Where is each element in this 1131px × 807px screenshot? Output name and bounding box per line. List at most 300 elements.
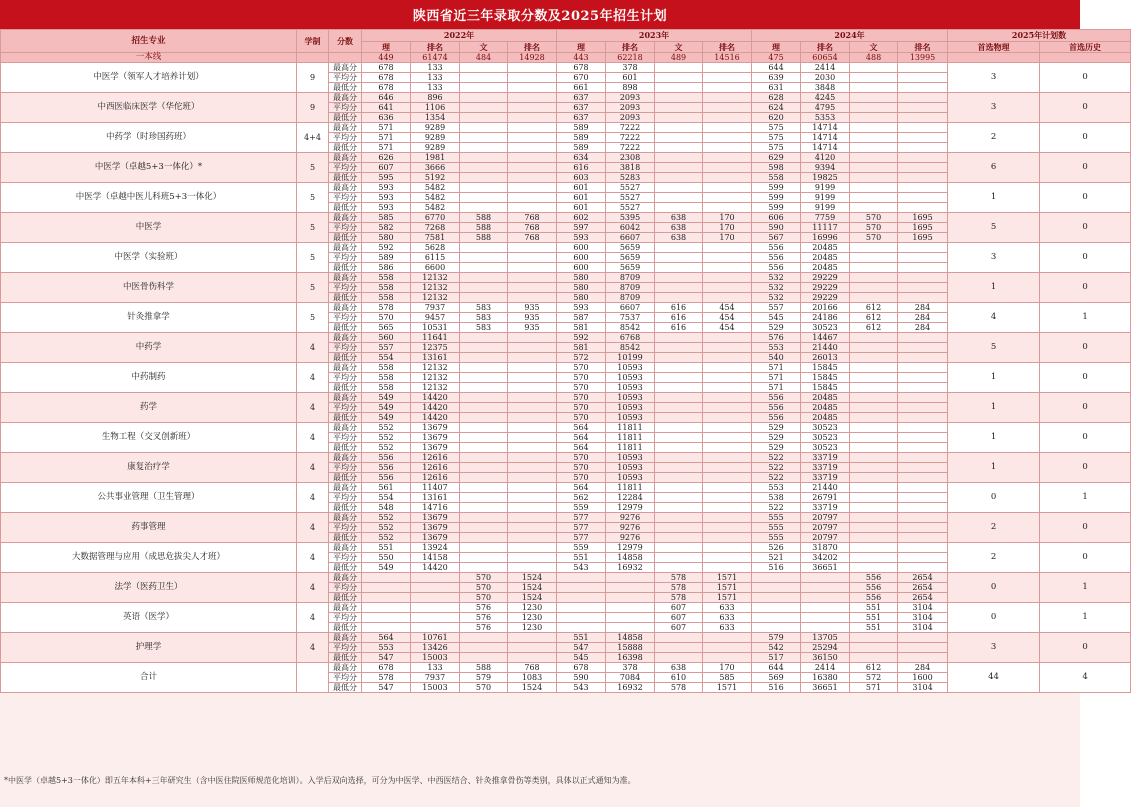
rank-cell: 15003 bbox=[411, 683, 460, 693]
baseline-row bbox=[1, 53, 1131, 63]
score-cell: 578 bbox=[655, 573, 703, 583]
score-cell: 556 bbox=[850, 573, 898, 583]
rank-cell: 33719 bbox=[801, 463, 850, 473]
score-cell: 547 bbox=[362, 653, 411, 663]
rank-cell bbox=[898, 443, 948, 453]
score-cell bbox=[850, 393, 898, 403]
score-cell bbox=[655, 153, 703, 163]
rank-cell bbox=[508, 183, 557, 193]
rank-cell bbox=[898, 553, 948, 563]
rank-cell: 10761 bbox=[411, 633, 460, 643]
baseline-value: 475 bbox=[752, 53, 801, 63]
score-cell bbox=[850, 653, 898, 663]
rank-cell: 14420 bbox=[411, 403, 460, 413]
score-cell: 521 bbox=[752, 553, 801, 563]
rank-cell: 768 bbox=[508, 223, 557, 233]
rank-cell bbox=[508, 463, 557, 473]
score-cell: 580 bbox=[362, 233, 411, 243]
rank-cell: 16380 bbox=[801, 673, 850, 683]
score-cell bbox=[850, 563, 898, 573]
score-cell: 551 bbox=[850, 613, 898, 623]
rank-cell: 20485 bbox=[801, 403, 850, 413]
score-cell: 570 bbox=[460, 573, 508, 583]
table-row bbox=[1, 63, 1131, 73]
rank-cell: 5283 bbox=[606, 173, 655, 183]
plan-history: 0 bbox=[1040, 333, 1131, 363]
score-type-label: 平均分 bbox=[329, 253, 362, 263]
rank-cell: 13679 bbox=[411, 523, 460, 533]
score-cell: 554 bbox=[362, 493, 411, 503]
score-cell bbox=[655, 73, 703, 83]
score-cell: 589 bbox=[557, 123, 606, 133]
table-body bbox=[1, 53, 1131, 693]
plan-history: 0 bbox=[1040, 423, 1131, 453]
rank-cell: 14716 bbox=[411, 503, 460, 513]
rank-cell: 7581 bbox=[411, 233, 460, 243]
score-cell: 570 bbox=[850, 223, 898, 233]
score-cell: 616 bbox=[655, 303, 703, 313]
baseline-value: 14516 bbox=[703, 53, 752, 63]
rank-cell bbox=[703, 283, 752, 293]
rank-cell: 4795 bbox=[801, 103, 850, 113]
rank-cell: 9276 bbox=[606, 533, 655, 543]
rank-cell: 7759 bbox=[801, 213, 850, 223]
score-type-label: 最高分 bbox=[329, 603, 362, 613]
rank-cell: 21440 bbox=[801, 343, 850, 353]
rank-cell: 2030 bbox=[801, 73, 850, 83]
score-cell bbox=[460, 133, 508, 143]
major-duration: 4 bbox=[297, 543, 329, 573]
rank-cell: 36651 bbox=[801, 683, 850, 693]
score-type-label: 最高分 bbox=[329, 303, 362, 313]
score-type-label: 最低分 bbox=[329, 413, 362, 423]
rank-cell: 13679 bbox=[411, 513, 460, 523]
rank-cell bbox=[508, 423, 557, 433]
rank-cell: 5192 bbox=[411, 173, 460, 183]
rank-cell: 8709 bbox=[606, 293, 655, 303]
score-type-label: 平均分 bbox=[329, 133, 362, 143]
score-cell: 532 bbox=[752, 273, 801, 283]
rank-cell bbox=[801, 593, 850, 603]
score-cell: 603 bbox=[557, 173, 606, 183]
rank-cell bbox=[898, 113, 948, 123]
rank-cell: 14467 bbox=[801, 333, 850, 343]
rank-cell: 10593 bbox=[606, 403, 655, 413]
score-cell: 571 bbox=[362, 133, 411, 143]
score-cell bbox=[460, 183, 508, 193]
score-cell: 571 bbox=[362, 143, 411, 153]
rank-cell: 1106 bbox=[411, 103, 460, 113]
rank-cell: 16932 bbox=[606, 563, 655, 573]
score-type-label: 最高分 bbox=[329, 93, 362, 103]
major-name: 药事管理 bbox=[1, 513, 297, 543]
plan-history: 0 bbox=[1040, 273, 1131, 303]
score-cell: 628 bbox=[752, 93, 801, 103]
score-cell bbox=[460, 263, 508, 273]
score-cell: 522 bbox=[752, 463, 801, 473]
score-cell: 569 bbox=[752, 673, 801, 683]
score-cell: 552 bbox=[362, 443, 411, 453]
rank-cell: 935 bbox=[508, 303, 557, 313]
score-cell: 595 bbox=[362, 173, 411, 183]
rank-cell: 6768 bbox=[606, 333, 655, 343]
rank-cell bbox=[508, 563, 557, 573]
score-cell: 570 bbox=[557, 393, 606, 403]
score-cell bbox=[655, 513, 703, 523]
score-cell: 644 bbox=[752, 63, 801, 73]
score-cell bbox=[460, 113, 508, 123]
score-cell bbox=[460, 383, 508, 393]
score-cell: 549 bbox=[362, 393, 411, 403]
score-cell: 607 bbox=[655, 613, 703, 623]
rank-cell bbox=[411, 613, 460, 623]
major-name: 中药制药 bbox=[1, 363, 297, 393]
score-cell: 581 bbox=[557, 343, 606, 353]
rank-cell bbox=[898, 183, 948, 193]
score-type-label: 平均分 bbox=[329, 103, 362, 113]
score-table bbox=[0, 29, 1131, 693]
table-row bbox=[1, 393, 1131, 403]
rank-cell bbox=[508, 243, 557, 253]
rank-cell: 1695 bbox=[898, 233, 948, 243]
major-duration bbox=[297, 663, 329, 693]
score-cell bbox=[752, 613, 801, 623]
score-cell bbox=[850, 533, 898, 543]
header-year-2023: 2023年 bbox=[557, 30, 752, 42]
score-cell: 570 bbox=[557, 363, 606, 373]
rank-cell: 33719 bbox=[801, 503, 850, 513]
rank-cell: 2093 bbox=[606, 113, 655, 123]
rank-cell bbox=[606, 603, 655, 613]
rank-cell: 36150 bbox=[801, 653, 850, 663]
score-cell: 579 bbox=[752, 633, 801, 643]
score-type-label: 最低分 bbox=[329, 473, 362, 483]
rank-cell: 1571 bbox=[703, 683, 752, 693]
score-cell bbox=[655, 503, 703, 513]
rank-cell: 11811 bbox=[606, 423, 655, 433]
score-type-label: 平均分 bbox=[329, 523, 362, 533]
score-cell: 583 bbox=[460, 323, 508, 333]
rank-cell bbox=[508, 523, 557, 533]
major-duration: 9 bbox=[297, 93, 329, 123]
rank-cell bbox=[703, 173, 752, 183]
rank-cell bbox=[898, 193, 948, 203]
score-cell bbox=[850, 153, 898, 163]
score-cell bbox=[850, 443, 898, 453]
baseline-value: 484 bbox=[460, 53, 508, 63]
score-cell: 551 bbox=[850, 623, 898, 633]
rank-cell: 3104 bbox=[898, 613, 948, 623]
rank-cell bbox=[508, 103, 557, 113]
score-cell bbox=[655, 353, 703, 363]
rank-cell: 9289 bbox=[411, 143, 460, 153]
score-type-label: 平均分 bbox=[329, 283, 362, 293]
score-cell: 583 bbox=[460, 313, 508, 323]
rank-cell: 14714 bbox=[801, 133, 850, 143]
rank-cell bbox=[703, 333, 752, 343]
score-cell bbox=[655, 363, 703, 373]
score-type-label: 最低分 bbox=[329, 233, 362, 243]
score-type-label: 最低分 bbox=[329, 263, 362, 273]
rank-cell: 6042 bbox=[606, 223, 655, 233]
rank-cell bbox=[703, 463, 752, 473]
major-name: 中西医临床医学（华佗班） bbox=[1, 93, 297, 123]
score-cell bbox=[850, 383, 898, 393]
plan-physics: 1 bbox=[948, 273, 1040, 303]
score-cell bbox=[362, 613, 411, 623]
rank-cell bbox=[703, 383, 752, 393]
plan-physics: 44 bbox=[948, 663, 1040, 693]
score-cell bbox=[850, 483, 898, 493]
major-duration: 4 bbox=[297, 453, 329, 483]
rank-cell: 1600 bbox=[898, 673, 948, 683]
score-cell bbox=[850, 423, 898, 433]
rank-cell: 2093 bbox=[606, 103, 655, 113]
plan-history: 1 bbox=[1040, 603, 1131, 633]
rank-cell bbox=[508, 333, 557, 343]
major-duration: 5 bbox=[297, 303, 329, 333]
rank-cell: 6770 bbox=[411, 213, 460, 223]
score-cell: 553 bbox=[362, 643, 411, 653]
rank-cell bbox=[703, 633, 752, 643]
score-cell: 564 bbox=[362, 633, 411, 643]
rank-cell bbox=[508, 473, 557, 483]
rank-cell bbox=[703, 203, 752, 213]
score-cell bbox=[850, 243, 898, 253]
score-cell bbox=[850, 553, 898, 563]
score-cell: 570 bbox=[850, 213, 898, 223]
score-cell bbox=[850, 493, 898, 503]
rank-cell bbox=[508, 543, 557, 553]
header-plan-physics: 首选物理 bbox=[948, 42, 1040, 53]
rank-cell bbox=[606, 613, 655, 623]
plan-history: 0 bbox=[1040, 93, 1131, 123]
rank-cell bbox=[898, 283, 948, 293]
rank-cell: 15003 bbox=[411, 653, 460, 663]
score-type-label: 平均分 bbox=[329, 553, 362, 563]
rank-cell: 19825 bbox=[801, 173, 850, 183]
rank-cell bbox=[898, 563, 948, 573]
score-type-label: 最低分 bbox=[329, 533, 362, 543]
score-cell: 522 bbox=[752, 453, 801, 463]
rank-cell: 935 bbox=[508, 313, 557, 323]
rank-cell: 1524 bbox=[508, 683, 557, 693]
header-wen: 文 bbox=[850, 42, 898, 53]
score-cell bbox=[655, 343, 703, 353]
score-type-label: 最高分 bbox=[329, 423, 362, 433]
rank-cell: 5527 bbox=[606, 203, 655, 213]
score-cell bbox=[460, 643, 508, 653]
score-cell bbox=[850, 203, 898, 213]
major-duration: 4 bbox=[297, 573, 329, 603]
baseline-label: 一本线 bbox=[1, 53, 297, 63]
score-type-label: 最高分 bbox=[329, 213, 362, 223]
rank-cell: 7222 bbox=[606, 123, 655, 133]
rank-cell bbox=[703, 513, 752, 523]
baseline-value: 14928 bbox=[508, 53, 557, 63]
score-type-label: 最高分 bbox=[329, 663, 362, 673]
score-cell: 601 bbox=[557, 183, 606, 193]
score-cell bbox=[850, 333, 898, 343]
rank-cell bbox=[703, 533, 752, 543]
rank-cell: 768 bbox=[508, 213, 557, 223]
score-cell: 571 bbox=[850, 683, 898, 693]
baseline-value: 13995 bbox=[898, 53, 948, 63]
rank-cell bbox=[508, 533, 557, 543]
score-cell bbox=[460, 483, 508, 493]
plan-history: 1 bbox=[1040, 303, 1131, 333]
rank-cell bbox=[606, 593, 655, 603]
rank-cell: 20797 bbox=[801, 513, 850, 523]
header-plan-history: 首选历史 bbox=[1040, 42, 1131, 53]
rank-cell bbox=[801, 573, 850, 583]
rank-cell bbox=[898, 253, 948, 263]
rank-cell: 11811 bbox=[606, 483, 655, 493]
score-cell: 548 bbox=[362, 503, 411, 513]
score-cell bbox=[655, 113, 703, 123]
rank-cell: 601 bbox=[606, 73, 655, 83]
rank-cell: 14158 bbox=[411, 553, 460, 563]
baseline-value: 489 bbox=[655, 53, 703, 63]
score-cell bbox=[460, 513, 508, 523]
score-cell: 559 bbox=[557, 543, 606, 553]
footnote: *中医学（卓越5+3一体化）即五年本科+三年研究生（含中医住院医师规范化培训）。入学后双向选择，可分为中医学、中西医结合、针灸推拿骨伤等类别，具体以正式通知为准。 bbox=[4, 776, 636, 785]
score-cell: 556 bbox=[752, 403, 801, 413]
rank-cell: 20485 bbox=[801, 393, 850, 403]
rank-cell bbox=[898, 393, 948, 403]
score-cell: 593 bbox=[362, 193, 411, 203]
score-type-label: 平均分 bbox=[329, 223, 362, 233]
score-cell bbox=[655, 123, 703, 133]
rank-cell bbox=[898, 433, 948, 443]
score-cell: 575 bbox=[752, 143, 801, 153]
score-cell: 558 bbox=[362, 273, 411, 283]
score-type-label: 最高分 bbox=[329, 513, 362, 523]
score-cell bbox=[850, 103, 898, 113]
rank-cell bbox=[898, 103, 948, 113]
plan-history: 0 bbox=[1040, 453, 1131, 483]
rank-cell bbox=[703, 193, 752, 203]
rank-cell: 14714 bbox=[801, 143, 850, 153]
rank-cell bbox=[411, 603, 460, 613]
score-cell: 570 bbox=[850, 233, 898, 243]
rank-cell: 13161 bbox=[411, 493, 460, 503]
score-cell bbox=[850, 523, 898, 533]
plan-physics: 4 bbox=[948, 303, 1040, 333]
rank-cell: 170 bbox=[703, 233, 752, 243]
rank-cell: 935 bbox=[508, 323, 557, 333]
score-type-label: 最低分 bbox=[329, 203, 362, 213]
rank-cell bbox=[703, 163, 752, 173]
rank-cell: 133 bbox=[411, 663, 460, 673]
rank-cell bbox=[703, 563, 752, 573]
plan-physics: 3 bbox=[948, 93, 1040, 123]
score-cell: 558 bbox=[752, 173, 801, 183]
score-type-label: 最低分 bbox=[329, 383, 362, 393]
score-cell: 558 bbox=[362, 293, 411, 303]
rank-cell: 284 bbox=[898, 303, 948, 313]
major-duration: 4 bbox=[297, 483, 329, 513]
score-cell bbox=[460, 103, 508, 113]
score-cell bbox=[850, 253, 898, 263]
score-cell bbox=[460, 163, 508, 173]
score-cell: 601 bbox=[557, 193, 606, 203]
score-type-label: 最低分 bbox=[329, 143, 362, 153]
rank-cell bbox=[508, 73, 557, 83]
score-cell: 678 bbox=[557, 663, 606, 673]
score-cell bbox=[655, 243, 703, 253]
rank-cell bbox=[508, 173, 557, 183]
score-cell: 607 bbox=[655, 603, 703, 613]
rank-cell: 454 bbox=[703, 323, 752, 333]
score-cell: 570 bbox=[460, 583, 508, 593]
table-row bbox=[1, 423, 1131, 433]
rank-cell bbox=[411, 623, 460, 633]
score-type-label: 最低分 bbox=[329, 563, 362, 573]
table-row bbox=[1, 663, 1131, 673]
score-type-label: 最低分 bbox=[329, 653, 362, 663]
rank-cell: 3818 bbox=[606, 163, 655, 173]
rank-cell: 16398 bbox=[606, 653, 655, 663]
plan-history: 0 bbox=[1040, 513, 1131, 543]
rank-cell bbox=[508, 133, 557, 143]
score-cell bbox=[460, 443, 508, 453]
score-type-label: 平均分 bbox=[329, 193, 362, 203]
rank-cell bbox=[898, 413, 948, 423]
rank-cell bbox=[703, 133, 752, 143]
score-cell bbox=[460, 373, 508, 383]
rank-cell: 12375 bbox=[411, 343, 460, 353]
score-cell bbox=[655, 633, 703, 643]
score-cell: 570 bbox=[557, 383, 606, 393]
header-li: 理 bbox=[752, 42, 801, 53]
rank-cell: 896 bbox=[411, 93, 460, 103]
rank-cell bbox=[703, 273, 752, 283]
rank-cell bbox=[508, 93, 557, 103]
rank-cell: 1083 bbox=[508, 673, 557, 683]
score-cell: 638 bbox=[655, 233, 703, 243]
score-cell bbox=[850, 413, 898, 423]
rank-cell: 11811 bbox=[606, 433, 655, 443]
rank-cell: 10593 bbox=[606, 383, 655, 393]
rank-cell: 9199 bbox=[801, 183, 850, 193]
score-cell bbox=[655, 463, 703, 473]
score-cell bbox=[752, 603, 801, 613]
score-cell: 607 bbox=[362, 163, 411, 173]
score-cell bbox=[460, 273, 508, 283]
rank-cell: 5527 bbox=[606, 193, 655, 203]
score-cell: 556 bbox=[752, 243, 801, 253]
table-row bbox=[1, 153, 1131, 163]
rank-cell: 284 bbox=[898, 663, 948, 673]
rank-cell: 8542 bbox=[606, 323, 655, 333]
score-cell: 607 bbox=[655, 623, 703, 633]
score-cell: 559 bbox=[557, 503, 606, 513]
score-type-label: 最高分 bbox=[329, 153, 362, 163]
rank-cell: 14858 bbox=[606, 553, 655, 563]
score-cell: 590 bbox=[557, 673, 606, 683]
rank-cell: 26791 bbox=[801, 493, 850, 503]
score-cell: 570 bbox=[460, 683, 508, 693]
header-rank: 排名 bbox=[411, 42, 460, 53]
rank-cell: 170 bbox=[703, 663, 752, 673]
rank-cell: 4120 bbox=[801, 153, 850, 163]
rank-cell: 5527 bbox=[606, 183, 655, 193]
score-cell: 599 bbox=[752, 193, 801, 203]
rank-cell bbox=[801, 613, 850, 623]
score-cell bbox=[460, 153, 508, 163]
rank-cell bbox=[703, 423, 752, 433]
